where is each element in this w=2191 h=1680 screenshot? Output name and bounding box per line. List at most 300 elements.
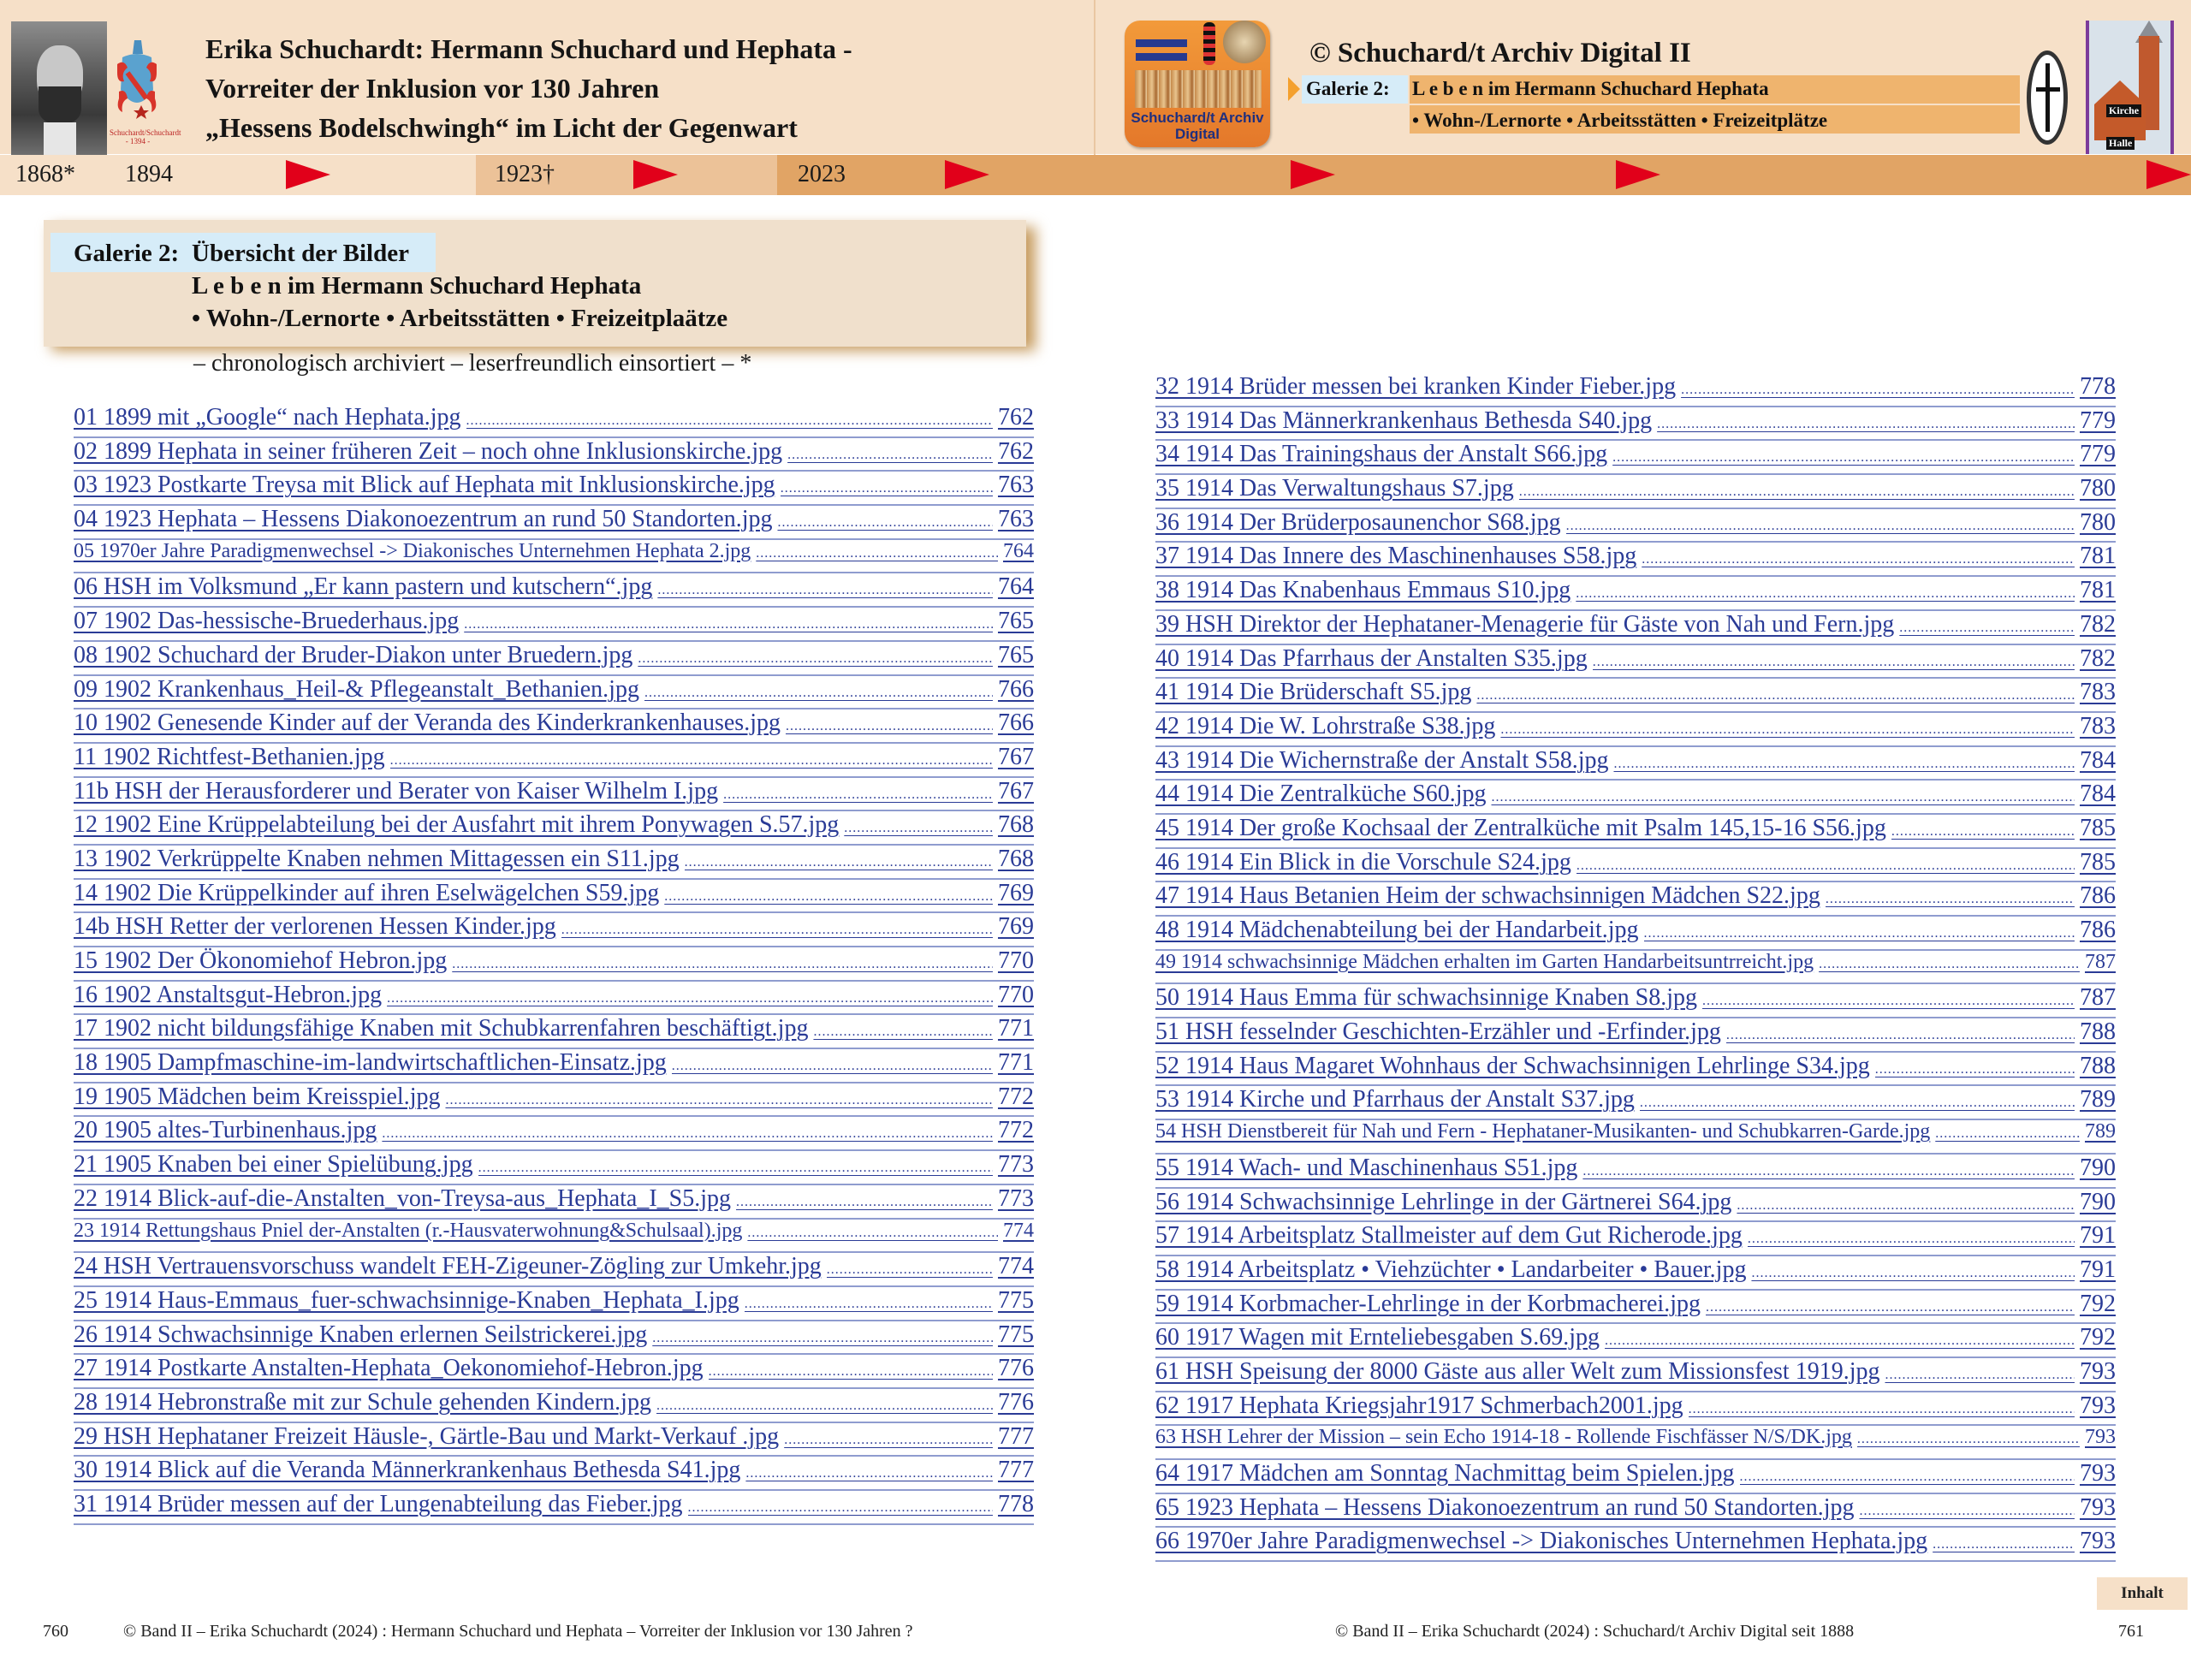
church-poster — [2086, 21, 2174, 154]
toc-entry-page: 762 — [998, 404, 1034, 430]
toc-entry-title: 56 1914 Schwachsinnige Lehrlinge in der Gärtnerei S64.jpg — [1155, 1188, 1732, 1215]
toc-entry-title: 31 1914 Brüder messen auf der Lungenabteilung das Fieber.jpg — [74, 1491, 683, 1517]
toc-entry-link[interactable] — [1155, 1358, 2116, 1392]
toc-entry-title: 57 1914 Arbeitsplatz Stallmeister auf dem Gut Richerode.jpg — [1155, 1222, 1743, 1250]
toc-entry-page: 782 — [2080, 644, 2116, 672]
toc-entry-link[interactable] — [74, 1389, 1034, 1423]
toc-leader-dots — [736, 1195, 993, 1210]
toc-entry-title: 35 1914 Das Verwaltungshaus S7.jpg — [1155, 475, 1514, 502]
toc-leader-dots — [382, 1126, 993, 1142]
poster-label-halle: Halle — [2106, 137, 2135, 150]
toc-entry-page: 788 — [2080, 1018, 2116, 1046]
toc-entry-page: 773 — [998, 1151, 1034, 1178]
toc-entry-title: 13 1902 Verkrüppelte Knaben nehmen Mittagessen ein S11.jpg — [74, 845, 680, 872]
toc-entry-title: 20 1905 altes-Turbinenhaus.jpg — [74, 1117, 377, 1144]
toc-leader-dots — [1476, 688, 2075, 703]
toc-entry-page: 765 — [998, 608, 1034, 635]
toc-entry-title: 11 1902 Richtfest-Bethanien.jpg — [74, 743, 385, 770]
toc-entry-page: 775 — [998, 1286, 1034, 1314]
toc-entry-link[interactable] — [1155, 1494, 2116, 1529]
toc-entry-page: 770 — [998, 981, 1034, 1008]
toc-entry-link[interactable] — [1155, 1222, 2116, 1256]
toc-entry-title: 61 HSH Speisung der 8000 Gäste aus aller Welt zum Missionsfest 1919.jpg — [1155, 1357, 1880, 1385]
toc-leader-dots — [1857, 1432, 2080, 1447]
toc-entry-title: 59 1914 Korbmacher-Lehrlinge in der Korbmacherei.jpg — [1155, 1290, 1701, 1317]
toc-entry-page: 777 — [998, 1457, 1034, 1484]
inhalt-button[interactable]: Inhalt — [2097, 1577, 2188, 1610]
toc-leader-dots — [672, 1059, 993, 1074]
toc-right-list — [1155, 373, 2116, 1562]
toc-entry-link[interactable] — [74, 913, 1034, 947]
toc-entry-link[interactable] — [1155, 917, 2116, 951]
toc-entry-page: 775 — [998, 1321, 1034, 1348]
toc-entry-page: 763 — [998, 472, 1034, 499]
toc-entry-page: 793 — [2085, 1426, 2116, 1449]
toc-entry-title: 23 1914 Rettungshaus Pniel der-Anstalten (r.-Hausvaterwohnung&Schulsaal).jpg — [74, 1219, 743, 1242]
toc-entry-page: 778 — [998, 1491, 1034, 1517]
toc-entry-page: 768 — [998, 811, 1034, 839]
toc-entry-page: 792 — [2080, 1324, 2116, 1351]
toc-entry-page: 764 — [1003, 539, 1034, 562]
toc-entry-link[interactable] — [1155, 645, 2116, 680]
footer-right-text: © Band II – Erika Schuchardt (2024) : Schuchard/t Archiv Digital seit 1888 — [1335, 1622, 1855, 1641]
toc-entry-title: 62 1917 Hephata Kriegsjahr1917 Schmerbach2001.jpg — [1155, 1392, 1683, 1419]
toc-leader-dots — [1933, 1537, 2075, 1552]
toc-left-list — [74, 404, 1034, 1525]
toc-entry-link[interactable] — [74, 1185, 1034, 1220]
toc-leader-dots — [747, 1226, 998, 1241]
toc-entry-link[interactable] — [1155, 1120, 2116, 1155]
toc-entry-title: 26 1914 Schwachsinnige Knaben erlernen Seilstrickerei.jpg — [74, 1321, 648, 1348]
toc-entry-page: 773 — [998, 1184, 1034, 1212]
toc-entry-link[interactable] — [1155, 373, 2116, 407]
toc-leader-dots — [1642, 552, 2075, 567]
footer-left — [43, 1622, 913, 1641]
toc-leader-dots — [1748, 1232, 2075, 1247]
toc-entry-title: 10 1902 Genesende Kinder auf der Veranda des Kinderkrankenhauses.jpg — [74, 709, 781, 737]
toc-entry-link[interactable] — [74, 880, 1034, 914]
toc-entry-page: 766 — [998, 709, 1034, 737]
toc-entry-link[interactable] — [1155, 882, 2116, 917]
toc-entry-title: 28 1914 Hebronstraße mit zur Schule gehenden Kindern.jpg — [74, 1388, 651, 1416]
toc-leader-dots — [688, 1500, 994, 1516]
toc-leader-dots — [1681, 383, 2075, 398]
toc-leader-dots — [1935, 1126, 2080, 1142]
toc-entry-link[interactable] — [1155, 1324, 2116, 1358]
toc-entry-page: 784 — [2080, 781, 2116, 808]
toc-leader-dots — [1885, 1368, 2075, 1383]
toc-entry-page: 780 — [2080, 508, 2116, 536]
toc-leader-dots — [466, 413, 993, 429]
toc-leader-dots — [1500, 722, 2075, 738]
toc-entry-title: 51 HSH fesselnder Geschichten-Erzähler und -Erfinder.jpg — [1155, 1018, 1721, 1046]
toc-entry-title: 24 HSH Vertrauensvorschuss wandelt FEH-Zigeuner-Zögling zur Umkehr.jpg — [74, 1253, 822, 1280]
toc-leader-dots — [652, 1331, 993, 1346]
toc-entry-link[interactable] — [74, 947, 1034, 982]
toc-leader-dots — [657, 583, 993, 598]
toc-leader-dots — [784, 1433, 993, 1448]
toc-entry-title: 52 1914 Haus Magaret Wohnhaus der Schwachsinnigen Lehrlinge S34.jpg — [1155, 1052, 1870, 1079]
toc-leader-dots — [756, 546, 998, 561]
toc-entry-link[interactable] — [1155, 1392, 2116, 1427]
toc-entry-title: 05 1970er Jahre Paradigmenwechsel -> Diakonisches Unternehmen Hephata 2.jpg — [74, 539, 751, 562]
toc-entry-link[interactable] — [1155, 679, 2116, 713]
toc-entry-page: 767 — [998, 743, 1034, 770]
toc-entry-page: 790 — [2080, 1154, 2116, 1181]
overview-heading: Übersicht der Bilder — [192, 240, 409, 267]
overview-label: Galerie 2: — [74, 240, 180, 267]
archive-logo — [1125, 21, 1270, 147]
toc-entry-link[interactable] — [74, 846, 1034, 880]
toc-entry-link[interactable] — [74, 676, 1034, 710]
toc-entry-link[interactable] — [74, 744, 1034, 778]
toc-leader-dots — [787, 448, 993, 463]
toc-entry-title: 65 1923 Hephata – Hessens Diakonoezentrum an rund 50 Standorten.jpg — [1155, 1493, 1855, 1521]
toc-entry-link[interactable] — [1155, 1256, 2116, 1291]
toc-entry-link[interactable] — [1155, 475, 2116, 509]
footer-left-text: © Band II – Erika Schuchardt (2024) : Hermann Schuchard und Hephata – Vorreiter der Inklusion vor 130 Jahren ? — [123, 1622, 913, 1641]
gallery-line-1: L e b e n im Hermann Schuchard Hephata — [1412, 78, 1769, 99]
timeline-arrow-icon — [1291, 160, 1335, 189]
overview-line-3: • Wohn-/Lernorte • Arbeitsstätten • Freizeitplaätze — [192, 305, 728, 332]
crest-caption: Schuchardt/Schuchardt - 1394 - — [110, 128, 181, 145]
toc-leader-dots — [390, 753, 993, 769]
poster-label-kirche: Kirche — [2106, 104, 2141, 117]
toc-entry-title: 15 1902 Der Ökonomiehof Hebron.jpg — [74, 947, 448, 974]
toc-entry-link[interactable] — [74, 1015, 1034, 1049]
toc-leader-dots — [1859, 1504, 2075, 1519]
toc-entry-title: 11b HSH der Herausforderer und Berater von Kaiser Wilhelm I.jpg — [74, 777, 719, 804]
toc-entry-page: 792 — [2080, 1290, 2116, 1317]
toc-entry-page: 789 — [2085, 1120, 2116, 1143]
toc-entry-link[interactable] — [1155, 611, 2116, 645]
toc-entry-title: 50 1914 Haus Emma für schwachsinnige Knaben S8.jpg — [1155, 984, 1697, 1012]
toc-entry-page: 774 — [998, 1253, 1034, 1280]
title-line-2: Vorreiter der Inklusion vor 130 Jahren — [205, 73, 660, 104]
toc-entry-page: 778 — [2080, 373, 2116, 400]
toc-entry-link[interactable] — [74, 438, 1034, 472]
toc-entry-link[interactable] — [1155, 1528, 2116, 1562]
toc-entry-title: 53 1914 Kirche und Pfarrhaus der Anstalt S37.jpg — [1155, 1086, 1635, 1113]
toc-entry-link[interactable] — [74, 573, 1034, 608]
toc-entry-page: 765 — [998, 641, 1034, 668]
timeline-arrow-icon — [2146, 160, 2191, 189]
toc-entry-page: 783 — [2080, 712, 2116, 739]
toc-entry-title: 44 1914 Die Zentralküche S60.jpg — [1155, 781, 1487, 808]
toc-entry-title: 22 1914 Blick-auf-die-Anstalten_von-Treysa-aus_Hephata_I_S5.jpg — [74, 1184, 732, 1212]
toc-entry-page: 764 — [998, 573, 1034, 601]
toc-entry-page: 763 — [998, 506, 1034, 533]
toc-leader-dots — [1519, 484, 2075, 500]
toc-entry-title: 47 1914 Haus Betanien Heim der schwachsinnigen Mädchen S22.jpg — [1155, 882, 1820, 910]
toc-entry-title: 19 1905 Mädchen beim Kreisspiel.jpg — [74, 1083, 441, 1110]
toc-entry-title: 29 HSH Hephataner Freizeit Häusle-, Gärtle-Bau und Markt-Verkauf .jpg — [74, 1422, 780, 1450]
pointer-arrow-icon — [1288, 77, 1300, 101]
timeline-year-birth: 1868* — [15, 161, 75, 187]
toc-entry-page: 781 — [2080, 543, 2116, 570]
toc-entry-title: 63 HSH Lehrer der Mission – sein Echo 1914-18 - Rollende Fischfässer N/S/DK.jpg — [1155, 1426, 1852, 1449]
toc-leader-dots — [1737, 1198, 2075, 1214]
toc-leader-dots — [777, 515, 993, 531]
toc-entry-link[interactable] — [74, 1321, 1034, 1356]
toc-entry-link[interactable] — [74, 1083, 1034, 1118]
toc-entry-title: 14b HSH Retter der verlorenen Hessen Kinder.jpg — [74, 913, 556, 941]
toc-leader-dots — [1819, 957, 2080, 972]
toc-entry-title: 09 1902 Krankenhaus_Heil-& Pflegeanstalt_Bethanien.jpg — [74, 675, 639, 703]
toc-entry-title: 02 1899 Hephata in seiner früheren Zeit – noch ohne Inklusionskirche.jpg — [74, 437, 783, 465]
toc-entry-link[interactable] — [74, 608, 1034, 642]
timeline-arrow-icon — [633, 160, 678, 189]
toc-leader-dots — [561, 923, 993, 938]
toc-leader-dots — [1875, 1062, 2075, 1077]
toc-entry-title: 40 1914 Das Pfarrhaus der Anstalten S35.jpg — [1155, 644, 1588, 672]
toc-leader-dots — [1605, 1333, 2075, 1349]
toc-entry-page: 786 — [2080, 917, 2116, 943]
toc-entry-page: 767 — [998, 777, 1034, 804]
toc-entry-page: 772 — [998, 1117, 1034, 1144]
toc-entry-page: 769 — [998, 913, 1034, 941]
toc-leader-dots — [1657, 417, 2075, 432]
toc-leader-dots — [1576, 858, 2075, 874]
toc-entry-link[interactable] — [1155, 1460, 2116, 1494]
timeline-year-founding: 1894 — [125, 161, 173, 187]
toc-entry-link[interactable] — [74, 404, 1034, 438]
toc-entry-title: 36 1914 Der Brüderposaunenchor S68.jpg — [1155, 508, 1561, 536]
toc-entry-title: 54 HSH Dienstbereit für Nah und Fern - Hephataner-Musikanten- und Schubkarren-Garde.jpg — [1155, 1120, 1931, 1143]
toc-entry-title: 46 1914 Ein Blick in die Vorschule S24.jpg — [1155, 848, 1571, 876]
toc-entry-link[interactable] — [74, 778, 1034, 812]
toc-leader-dots — [1706, 1300, 2075, 1315]
toc-entry-title: 49 1914 schwachsinnige Mädchen erhalten im Garten Handarbeitsuntrreicht.jpg — [1155, 950, 1814, 973]
toc-entry-link[interactable] — [1155, 747, 2116, 781]
toc-leader-dots — [464, 617, 993, 632]
toc-entry-link[interactable] — [74, 811, 1034, 846]
toc-entry-page: 793 — [2080, 1493, 2116, 1521]
toc-entry-link[interactable] — [74, 1423, 1034, 1457]
toc-entry-link[interactable] — [1155, 577, 2116, 611]
toc-entry-title: 32 1914 Brüder messen bei kranken Kinder Fieber.jpg — [1155, 373, 1677, 400]
toc-leader-dots — [844, 821, 993, 836]
toc-entry-link[interactable] — [1155, 713, 2116, 747]
toc-entry-link[interactable] — [74, 1117, 1034, 1151]
toc-leader-dots — [644, 686, 993, 701]
overview-subtitle: – chronologisch archiviert – leserfreundlich einsortiert – * — [193, 350, 752, 377]
toc-entry-page: 780 — [2080, 475, 2116, 502]
toc-entry-link[interactable] — [74, 1287, 1034, 1321]
timeline-year-death: 1923† — [495, 161, 555, 187]
toc-entry-link[interactable] — [74, 506, 1034, 540]
toc-entry-title: 37 1914 Das Innere des Maschinenhauses S58.jpg — [1155, 543, 1637, 570]
toc-entry-link[interactable] — [74, 1457, 1034, 1491]
timeline-arrow-icon — [286, 160, 330, 189]
toc-entry-title: 38 1914 Das Knabenhaus Emmaus S10.jpg — [1155, 577, 1571, 604]
toc-entry-page: 769 — [998, 879, 1034, 906]
toc-entry-link[interactable] — [1155, 441, 2116, 475]
toc-entry-page: 793 — [2080, 1357, 2116, 1385]
toc-entry-title: 06 HSH im Volksmund „Er kann pastern und kutschern“.jpg — [74, 573, 653, 601]
toc-entry-title: 12 1902 Eine Krüppelabteilung bei der Ausfahrt mit ihrem Ponywagen S.57.jpg — [74, 811, 840, 839]
toc-entry-page: 785 — [2080, 848, 2116, 876]
toc-entry-title: 48 1914 Mädchenabteilung bei der Handarbeit.jpg — [1155, 917, 1639, 943]
toc-leader-dots — [1612, 450, 2075, 466]
toc-entry-page: 791 — [2080, 1256, 2116, 1283]
toc-leader-dots — [723, 787, 993, 803]
toc-entry-page: 768 — [998, 845, 1034, 872]
toc-leader-dots — [745, 1297, 993, 1312]
toc-entry-title: 30 1914 Blick auf die Veranda Männerkrankenhaus Bethesda S41.jpg — [74, 1457, 741, 1484]
toc-leader-dots — [445, 1093, 993, 1108]
toc-leader-dots — [1826, 892, 2075, 907]
toc-entry-page: 771 — [998, 1015, 1034, 1042]
toc-entry-link[interactable] — [74, 1049, 1034, 1083]
toc-entry-link[interactable] — [1155, 984, 2116, 1018]
toc-entry-title: 17 1902 nicht bildungsfähige Knaben mit Schubkarrenfahren beschäftigt.jpg — [74, 1015, 809, 1042]
toc-entry-page: 782 — [2080, 610, 2116, 638]
toc-leader-dots — [709, 1364, 993, 1380]
toc-entry-page: 779 — [2080, 441, 2116, 468]
toc-entry-page: 776 — [998, 1388, 1034, 1416]
toc-entry-page: 779 — [2080, 407, 2116, 434]
toc-leader-dots — [1491, 790, 2075, 805]
toc-entry-title: 39 HSH Direktor der Hephataner-Menagerie für Gäste von Nah und Fern.jpg — [1155, 610, 1895, 638]
toc-leader-dots — [478, 1161, 993, 1176]
toc-leader-dots — [452, 957, 993, 972]
toc-entry-link[interactable] — [1155, 407, 2116, 442]
toc-leader-dots — [1899, 620, 2075, 636]
portrait-photo — [11, 21, 107, 155]
toc-entry-page: 786 — [2080, 882, 2116, 910]
toc-leader-dots — [685, 855, 993, 870]
toc-entry-title: 21 1905 Knaben bei einer Spielübung.jpg — [74, 1151, 473, 1178]
toc-entry-link[interactable] — [1155, 543, 2116, 577]
toc-entry-link[interactable] — [74, 982, 1034, 1016]
toc-entry-page: 783 — [2080, 679, 2116, 706]
toc-entry-title: 14 1902 Die Krüppelkinder auf ihren Eselwägelchen S59.jpg — [74, 879, 660, 906]
toc-leader-dots — [827, 1262, 993, 1278]
toc-entry-page: 787 — [2080, 984, 2116, 1012]
archive-title: © Schuchard/t Archiv Digital II — [1309, 38, 1691, 68]
toc-leader-dots — [638, 651, 993, 667]
toc-entry-link[interactable] — [1155, 849, 2116, 883]
toc-entry-link[interactable] — [74, 472, 1034, 506]
page-header — [0, 0, 2191, 154]
title-line-3: „Hessens Bodelschwingh“ im Licht der Gegenwart — [205, 112, 798, 143]
toc-entry-link[interactable] — [74, 1253, 1034, 1287]
toc-leader-dots — [813, 1024, 993, 1040]
toc-entry-page: 770 — [998, 947, 1034, 974]
toc-entry-link[interactable] — [1155, 1189, 2116, 1223]
hephata-seal-icon — [2027, 50, 2068, 145]
toc-entry-link[interactable] — [74, 709, 1034, 744]
toc-entry-title: 34 1914 Das Trainingshaus der Anstalt S66.jpg — [1155, 441, 1608, 468]
toc-entry-link[interactable] — [74, 1355, 1034, 1389]
toc-entry-title: 64 1917 Mädchen am Sonntag Nachmittag beim Spielen.jpg — [1155, 1460, 1735, 1487]
toc-leader-dots — [1640, 1095, 2075, 1111]
coat-of-arms-icon — [116, 39, 158, 128]
toc-entry-link[interactable] — [74, 1491, 1034, 1525]
toc-entry-page: 774 — [1003, 1219, 1034, 1242]
toc-entry-page: 793 — [2080, 1460, 2116, 1487]
timeline-arrow-icon — [1616, 160, 1660, 189]
toc-entry-title: 01 1899 mit „Google“ nach Hephata.jpg — [74, 404, 461, 430]
toc-leader-dots — [1689, 1402, 2075, 1417]
toc-entry-link[interactable] — [74, 540, 1034, 574]
toc-entry-page: 766 — [998, 675, 1034, 703]
toc-entry-title: 41 1914 Die Brüderschaft S5.jpg — [1155, 679, 1472, 706]
toc-entry-title: 58 1914 Arbeitsplatz • Viehzüchter • Landarbeiter • Bauer.jpg — [1155, 1256, 1747, 1283]
toc-entry-link[interactable] — [1155, 509, 2116, 543]
toc-entry-link[interactable] — [1155, 1018, 2116, 1053]
toc-leader-dots — [1593, 655, 2075, 670]
toc-entry-page: 790 — [2080, 1188, 2116, 1215]
toc-entry-link[interactable] — [1155, 951, 2116, 985]
toc-entry-page: 788 — [2080, 1052, 2116, 1079]
toc-entry-link[interactable] — [1155, 815, 2116, 849]
toc-entry-title: 43 1914 Die Wichernstraße der Anstalt S58.jpg — [1155, 746, 1609, 774]
timeline-bar — [0, 155, 2191, 195]
toc-entry-page: 793 — [2080, 1392, 2116, 1419]
toc-entry-link[interactable] — [74, 1220, 1034, 1254]
toc-entry-link[interactable] — [74, 1151, 1034, 1185]
toc-entry-title: 03 1923 Postkarte Treysa mit Blick auf Hephata mit Inklusionskirche.jpg — [74, 472, 775, 499]
toc-entry-title: 42 1914 Die W. Lohrstraße S38.jpg — [1155, 712, 1496, 739]
toc-leader-dots — [664, 889, 993, 905]
toc-entry-page: 793 — [2080, 1528, 2116, 1555]
toc-entry-title: 55 1914 Wach- und Maschinenhaus S51.jpg — [1155, 1154, 1578, 1181]
toc-entry-page: 772 — [998, 1083, 1034, 1110]
toc-entry-title: 16 1902 Anstaltsgut-Hebron.jpg — [74, 981, 383, 1008]
toc-entry-link[interactable] — [1155, 781, 2116, 815]
toc-leader-dots — [1751, 1266, 2075, 1281]
toc-leader-dots — [1644, 926, 2075, 941]
toc-leader-dots — [1740, 1469, 2075, 1485]
toc-entry-link[interactable] — [74, 642, 1034, 676]
toc-entry-title: 66 1970er Jahre Paradigmenwechsel -> Diakonisches Unternehmen Hephata.jpg — [1155, 1528, 1928, 1555]
toc-entry-link[interactable] — [1155, 1053, 2116, 1087]
toc-leader-dots — [1891, 824, 2075, 840]
toc-leader-dots — [1576, 586, 2075, 602]
gallery-label: Galerie 2: — [1306, 78, 1390, 99]
toc-leader-dots — [786, 719, 993, 734]
toc-entry-link[interactable] — [1155, 1426, 2116, 1460]
toc-entry-page: 789 — [2080, 1086, 2116, 1113]
toc-entry-page: 771 — [998, 1049, 1034, 1077]
book-title — [205, 29, 852, 147]
toc-entry-page: 785 — [2080, 814, 2116, 841]
toc-entry-page: 762 — [998, 437, 1034, 465]
toc-entry-title: 27 1914 Postkarte Anstalten-Hephata_Oekonomiehof-Hebron.jpg — [74, 1355, 704, 1382]
toc-entry-link[interactable] — [1155, 1155, 2116, 1189]
overview-line-2: L e b e n im Hermann Schuchard Hephata — [192, 272, 642, 300]
toc-entry-title: 04 1923 Hephata – Hessens Diakonoezentrum an rund 50 Standorten.jpg — [74, 506, 773, 533]
toc-entry-link[interactable] — [1155, 1086, 2116, 1120]
toc-entry-page: 776 — [998, 1355, 1034, 1382]
timeline-year-present: 2023 — [798, 161, 846, 187]
toc-entry-title: 07 1902 Das-hessische-Bruederhaus.jpg — [74, 608, 460, 635]
toc-leader-dots — [1566, 519, 2075, 534]
toc-leader-dots — [1726, 1028, 2075, 1043]
toc-leader-dots — [387, 991, 993, 1006]
toc-leader-dots — [745, 1466, 993, 1481]
toc-entry-page: 787 — [2085, 950, 2116, 973]
toc-entry-page: 781 — [2080, 577, 2116, 604]
toc-leader-dots — [1582, 1164, 2075, 1179]
toc-leader-dots — [656, 1398, 993, 1414]
toc-entry-title: 18 1905 Dampfmaschine-im-landwirtschaftlichen-Einsatz.jpg — [74, 1049, 667, 1077]
timeline-arrow-icon — [945, 160, 989, 189]
toc-entry-page: 791 — [2080, 1222, 2116, 1250]
toc-entry-link[interactable] — [1155, 1291, 2116, 1325]
